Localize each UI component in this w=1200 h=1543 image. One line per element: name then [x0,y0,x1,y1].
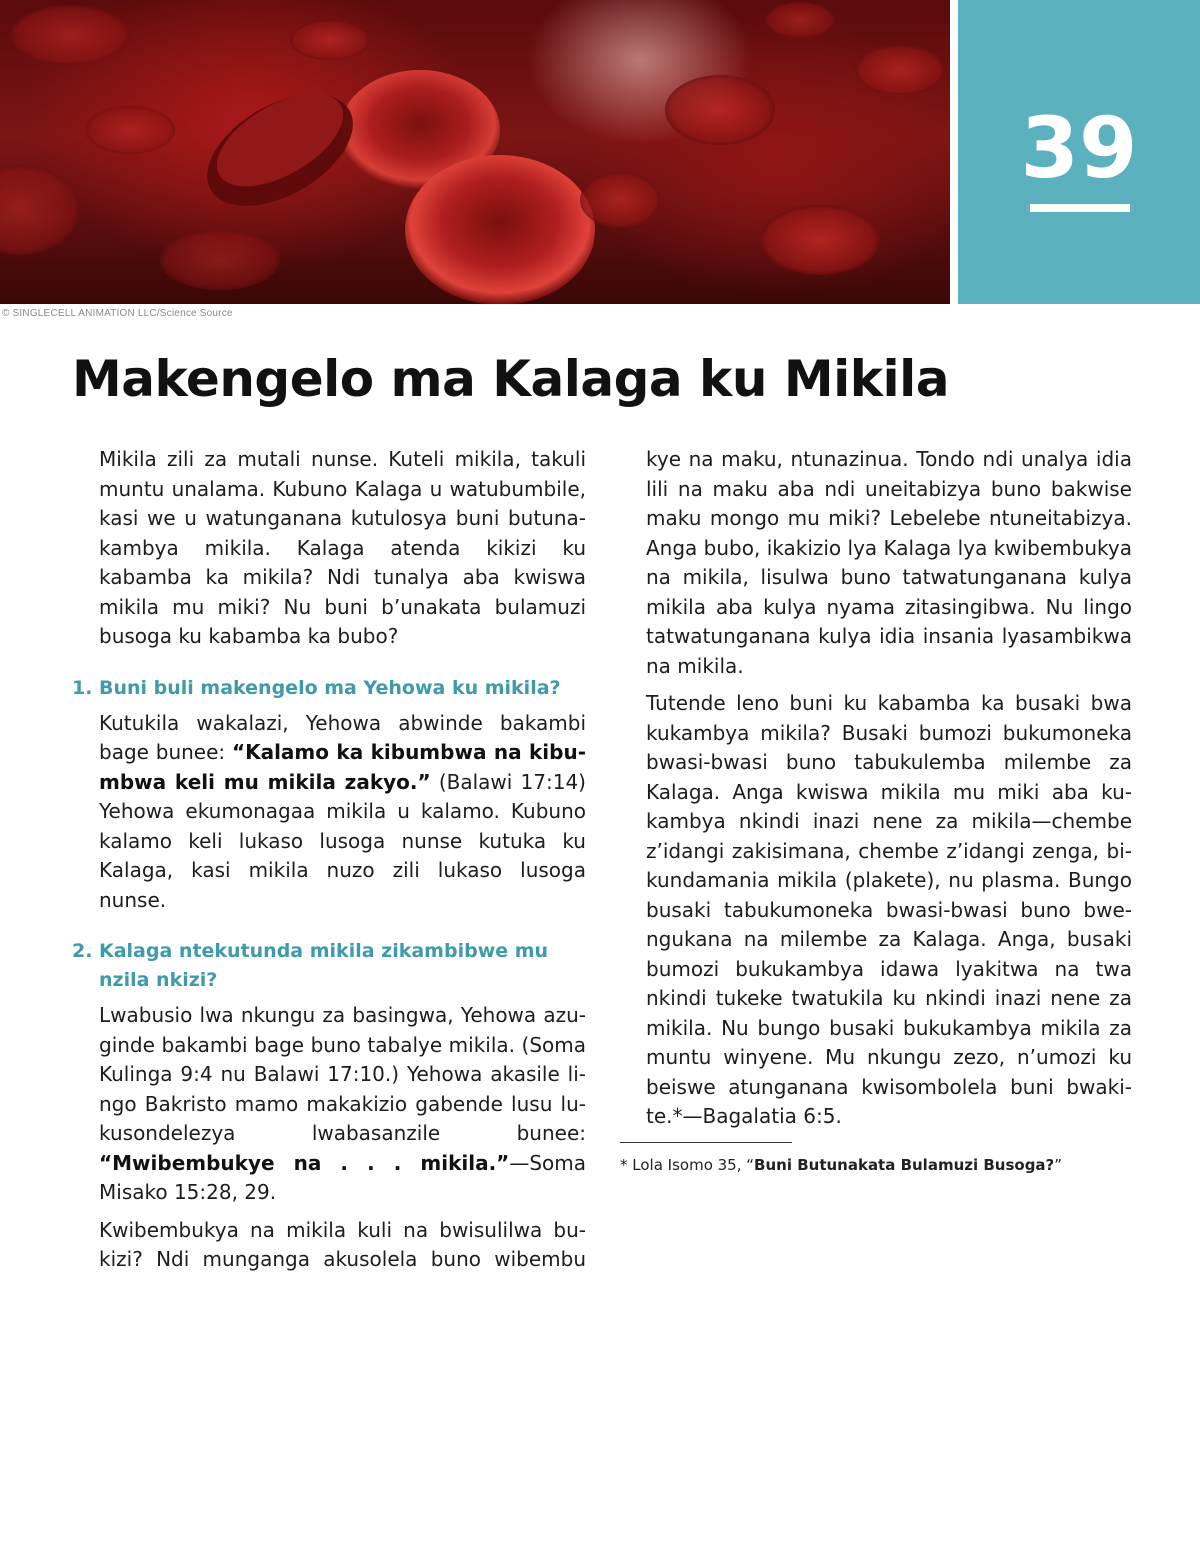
quoted-scripture: “Mwibembukye na . . . mikila.” [99,1150,510,1175]
hero-image [0,0,950,304]
right-column [646,445,1132,1140]
text-run: Kutukila wakalazi, Yehowa abwinde bakambi bage bunee: [99,710,586,764]
photo-credit: © SINGLECELL ANIMATION LLC/Science Source [2,308,233,319]
question-number: 1. [72,676,93,699]
text-run: Lwabusio lwa nkungu za basingwa, Yehowa azuginde bakambi bage buno tabalye mikila. (Soma Kulinga 9:4 nu Balawi 17:10.) Yehowa akasile lingo Bakristo mamo makakizio gabende lusu lukusondelezya lwabasanzile bunee: [99,1003,586,1145]
text-run: —Soma Misako 15:28, 29. [99,1150,586,1204]
section-question-1 [72,674,586,703]
section-2-paragraph-2: Kwibembukya na mikila kuli na bwisulilwa bukizi? Ndi munganga akusolela buno wibembu [99,1217,586,1271]
section-2-paragraph-1 [72,1001,586,1208]
intro-paragraph: Mikila zili za mutali nunse. Kuteli mikila, takuli muntu unalama. Kubuno Kalaga u watubumbile, kasi we u watunganana kutulosya buni butunakambya mikila. Kalaga atenda kikizi ku kabamba ka mikila? Ndi tunalya aba kwiswa mikila mu miki? Nu buni b’unakata bulamuzi busoga ku kabamba ka bubo? [99,447,586,648]
text-run: (Balawi 17:14) Yehowa ekumonagaa mikila u kalamo. Kubuno kalamo keli lukaso lusoga nunse kutuka ku Kalaga, kasi mikila nuzo zili lukaso lusoga nunse. [99,769,586,912]
question-text: Kalaga ntekutunda mikila zikambibwe mu nzila nkizi? [99,940,549,991]
quoted-scripture: “Kalamo ka kibumbwa na kibumbwa keli mu mikila zakyo.” [99,740,586,794]
question-text: Buni buli makengelo ma Yehowa ku mikila? [99,676,561,699]
left-column [72,445,586,1283]
section-2-paragraph-3: Tutende leno buni ku kabamba ka busaki bwa kukambya mikila? Busaki bumozi bukumoneka bwasi-bwasi buno tabukulemba milembe za Kalaga. Anga kwiswa mikila mu miki aba kukambya nkindi inazi nene za mikila—chembe z’idangi zakisimana, chembe z’idangi zenga, bikundamania mikila (plakete), nu plasma. Bungo busaki tabukumoneka bwasi-bwasi buno bwengukana na milembe za Kalaga. Anga, busaki bumozi bukukambya idawa lyakitwa na twa nkindi tukeke twatukila ku nkindi inazi nene za mikila. Nu bungo busaki bukukambya mikila za muntu winyene. Mu nkungu zezo, n’umozi ku beiswe atunganana kwisombolela buni bwakite.*—Bagalatia 6:5. [646,691,1132,1128]
footnote-text: * Lola Isomo 35, “ [620,1156,755,1174]
question-number: 2. [72,940,93,962]
chapter-number-box [958,0,1200,304]
footnote-divider [620,1142,792,1143]
page-title: Makengelo ma Kalaga ku Mikila [72,350,949,408]
section-question-2 [72,937,586,995]
footnote-reference-link[interactable]: Buni Butunakata Bulamuzi Busoga? [754,1156,1055,1174]
footnote-text: ” [1054,1156,1063,1174]
blood-cells-illustration [0,0,950,304]
footnote [620,1154,1180,1176]
chapter-underline [1030,204,1130,212]
section-2-paragraph-2-continued: kye na maku, ntunazinua. Tondo ndi unalya idia lili na maku aba ndi uneitabizya buno bakwise maku mongo mu miki? Lebelebe ntuneitabizya. Anga bubo, ikakizio lya Kalaga lya kwibembukya na mikila, lisulwa buno tatwatunganana kulya mikila aba kulya nyama zitasingibwa. Nu lingo tatwatunganana kulya idia insania lyasambikwa na mikila. [646,447,1132,678]
section-1-paragraph [72,709,586,916]
chapter-number: 39 [1020,99,1138,197]
